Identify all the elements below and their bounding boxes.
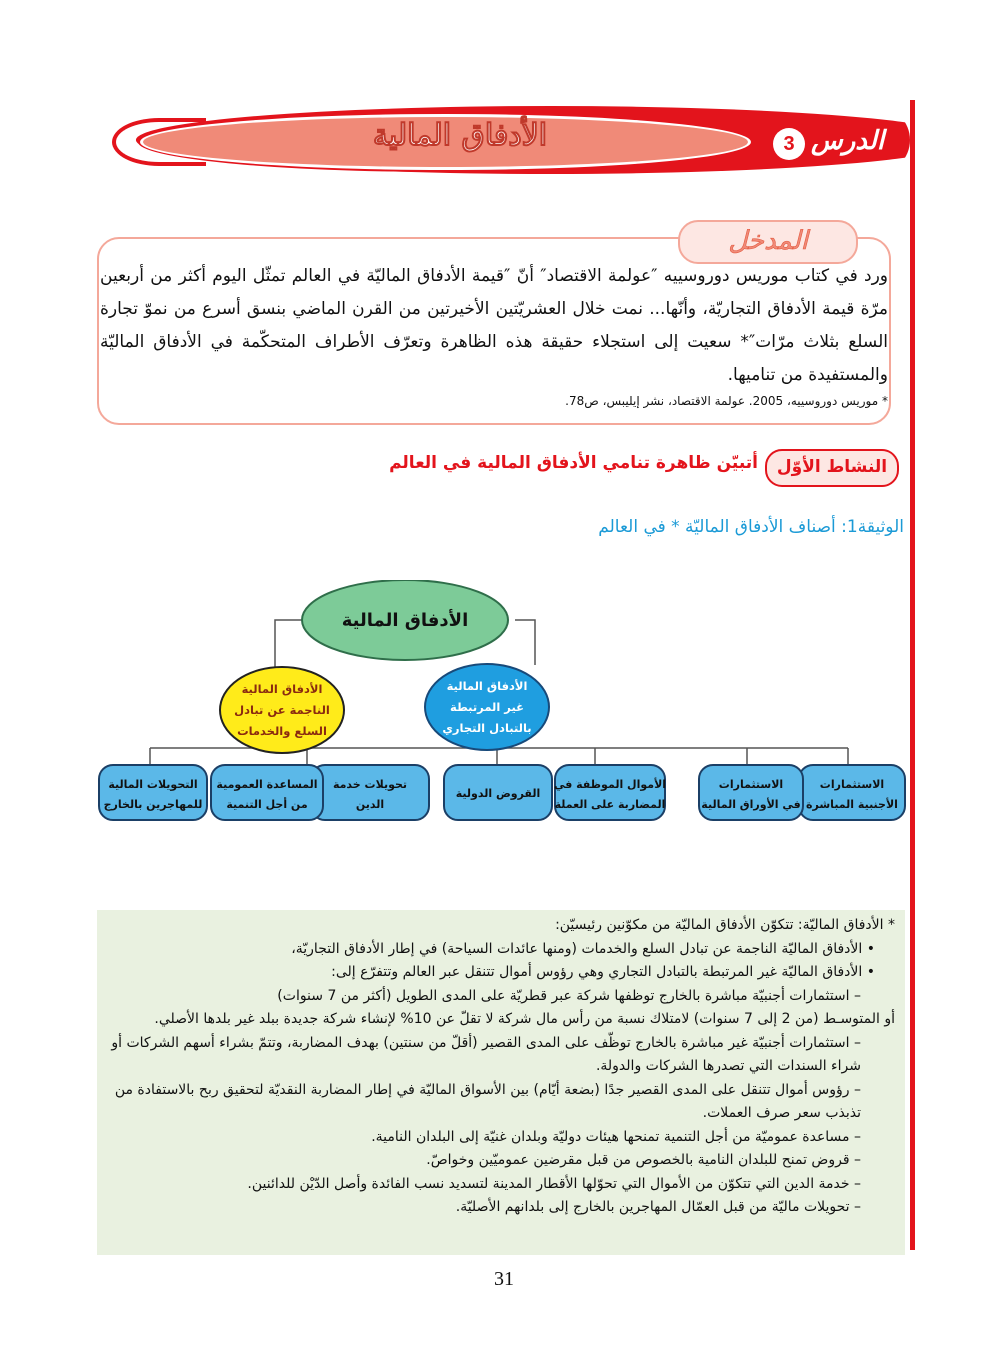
branch-non-trade-line-1: الأدفاق المالية [446,679,528,693]
activity-title: أتبيّن ظاهرة تنامي الأدفاق المالية في العالم [389,453,758,473]
definitions-item: – تحويلات ماليّة من قبل العمّال المهاجرين بالخارج إلى بلدانهم الأصليّة. [455,1199,861,1215]
leaf-label: من أجل التنمية [226,798,308,811]
financial-flows-diagram [95,580,910,830]
leaf-label: الأموال الموظفة في [553,778,667,791]
leaf-label: تحويلات خدمة [332,778,408,791]
leaf-label: الاستثمارات [819,778,885,791]
page-number: 31 [494,1268,514,1290]
definitions-item: – استثمارات أجنبيّة غير مباشرة بالخارج توظّف على المدى القصير (أقلّ من سنتين) بهدف المضاربة، وتتمّ بشراء أسهم الشركات أو شراء السندات التي تصدرها الشركات والدولة. [111,1034,861,1074]
definitions-text [105,914,895,1220]
leaf-label: المساعدة العمومية [216,778,318,791]
leaf-label: التحويلات المالية [108,778,198,791]
branch-trade-line-1: الأدفاق المالية [241,682,323,696]
leaf-label: للمهاجرين بالخارج [103,798,203,811]
intro-badge [678,220,858,264]
leaf-label: القروض الدولية [455,787,541,800]
leaf-node [799,765,905,820]
root-label: الأدفاق المالية [341,610,469,631]
leaf-node [311,765,429,820]
leaf-node [99,765,207,820]
activity-badge-label: النشاط الأوّل [776,457,888,477]
leaf-node [555,765,665,820]
leaf-label: في الأوراق المالية [701,798,801,811]
leaf-label: الأجنبية المباشرة [806,798,898,811]
leaf-node [699,765,803,820]
definitions-item: – خدمة الدين التي تتكوّن من الأموال التي تحوّلها الأقطار المدينة لتسديد نسب الفائدة وأصل الدّيْن للدائنين. [247,1175,861,1192]
definitions-heading: * الأدفاق الماليّة: تتكوّن الأدفاق الماليّة من مكوّنين رئيسيّن: [555,917,895,933]
leaf-label: الاستثمارات [718,778,784,791]
branch-trade-line-2: الناجمة عن تبادل [234,703,330,717]
lesson-label: الدرس [810,126,885,156]
definitions-item: – قروض تمنح للبلدان النامية بالخصوص من قبل مقرضين عموميّين وخواصّ. [426,1152,861,1168]
definitions-item: – استثمارات أجنبيّة مباشرة بالخارج توظفها شركة عبر قطريّة على المدى الطويل (أكثر من 7 سنوات) [277,987,861,1004]
activity-badge [765,449,899,487]
page-margin-rule [910,100,915,1250]
lesson-number: 3 [773,128,805,160]
intro-paragraph: ورد في كتاب موريس دوروسييه ″عولمة الاقتصاد″ أنّ ″قيمة الأدفاق الماليّة في العالم تمثّل اليوم أكثر من أربعين مرّة قيمة الأدفاق التجاريّة، وأنّها... نمت خلال العشريّتين الأخيرتين من القرن الماضي بنسق أسرع من نموّ تجارة السلع بثلاث مرّات″* سعيت إلى استجلاء حقيقة هذه الظاهرة وتعرّف الأطراف المتحكّمة في الأدفاق الماليّة والمستفيدة من تناميها. [100,266,888,385]
leaf-nodes [99,765,905,820]
document-title: الوثيقة1: أصناف الأدفاق الماليّة * في العالم [598,517,904,537]
intro-footnote: * موريس دوروسييه، 2005. عولمة الاقتصاد، نشر إيليبس، ص78. [565,394,888,408]
leaf-node [211,765,323,820]
definitions-bullet: • الأدفاق الماليّة الناجمة عن تبادل السلع والخدمات (ومنها عائدات السياحة) في إطار الأدفاق التجاريّة، [291,940,875,957]
lesson-title: الأدفاق المالية [372,118,548,153]
intro-badge-label: المدخل [728,226,808,256]
branch-non-trade-line-2: غير المرتبطة [449,700,525,714]
definitions-item: – مساعدة عموميّة من أجل التنمية تمنحها هيئات دوليّة وبلدان غنيّة إلى البلدان النامية. [371,1128,861,1145]
leaf-label: الدين [355,798,385,811]
leaf-label: المضاربة على العملة [554,798,666,811]
definitions-item: – رؤوس أموال تتنقل على المدى القصير جدًا (بضعة أيّام) بين الأسواق الماليّة في إطار المضاربة النقديّة لتحقيق ربح بالاستفادة من تذبذب سعر صرف العملات. [114,1081,861,1121]
definitions-bullet: • الأدفاق الماليّة غير المرتبطة بالتبادل التجاري وهي رؤوس أموال تتنقل عبر العالم وتتفرّع إلى: [331,964,875,980]
branch-trade-line-3: السلع والخدمات [237,724,327,738]
branch-non-trade-line-3: بالتبادل التجاري [442,721,532,735]
definitions-item-continued: أو المتوسـط (من 2 إلى 7 سنوات) لامتلاك نسبة من رأس مال شركة لا تقلّ عن 10% لإنشاء شركة جديدة ببلد غير بلدها الأصلي. [154,1011,895,1027]
